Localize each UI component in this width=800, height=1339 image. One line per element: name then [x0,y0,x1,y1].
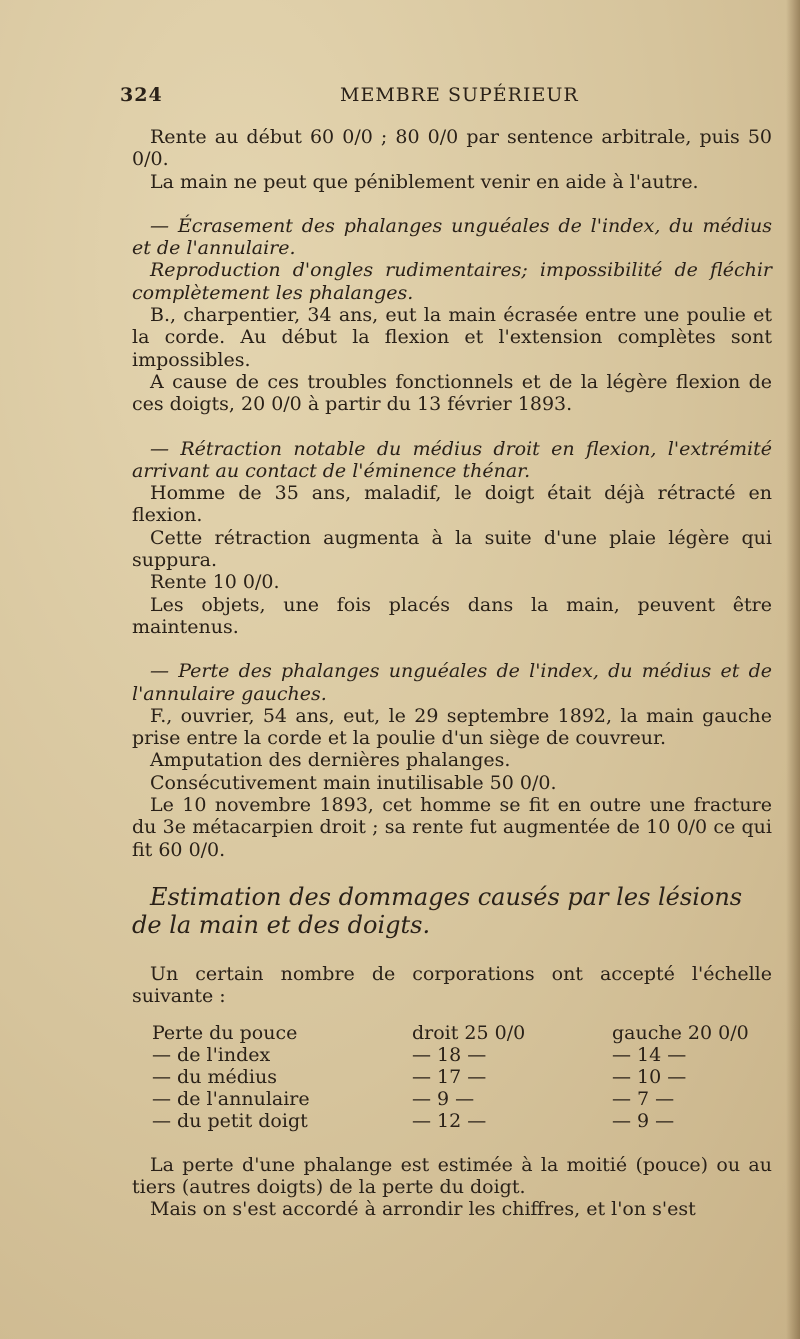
paragraph: B., charpentier, 34 ans, eut la main écrasée entre une poulie et la corde. Au début la flexion et l'extension complètes sont impossibles. [132,304,772,371]
table-cell-gauche: — 9 — [612,1109,675,1132]
table-cell-gauche: — 10 — [612,1065,687,1088]
section-title: Estimation des dommages causés par les lésions de la main et des doigts. [132,882,743,939]
case-heading: — Écrasement des phalanges unguéales de l'index, du médius et de l'annulaire. [132,214,772,260]
table-cell-label: — de l'annulaire [152,1087,310,1110]
table-cell-label: — du petit doigt [152,1109,308,1132]
table-cell-gauche: — 7 — [612,1087,675,1110]
paragraph: Amputation des dernières phalanges. [150,749,511,772]
table-cell-droit: droit 25 0/0 [412,1021,526,1044]
table-cell-droit: — 12 — [412,1109,487,1132]
paragraph: Rente au début 60 0/0 ; 80 0/0 par sentence arbitrale, puis 50 0/0. [132,126,772,171]
table-cell-label: — du médius [152,1065,277,1088]
table-row [152,1044,762,1066]
paragraph: Les objets, une fois placés dans la main, peuvent être maintenus. [132,593,772,638]
table-row [152,1022,762,1044]
case-heading: — Rétraction notable du médius droit en flexion, l'extrémité arrivant au contact de l'éminence thénar. [132,437,772,482]
table-cell-label: Perte du pouce [152,1021,298,1044]
table-cell-gauche: gauche 20 0/0 [612,1021,749,1044]
paragraph: Cette rétraction augmenta à la suite d'une plaie légère qui suppura. [132,526,772,572]
case-subheading: Reproduction d'ongles rudimentaires; impossibilité de fléchir complètement les phalanges. [132,259,772,304]
paragraph: Le 10 novembre 1893, cet homme se fit en outre une fracture du 3e métacarpien droit ; sa rente fut augmentée de 10 0/0 ce qui fit 60 0/0. [132,794,772,861]
case-heading: — Perte des phalanges unguéales de l'index, du médius et de l'annulaire gauches. [132,660,772,705]
paragraph: Consécutivement main inutilisable 50 0/0. [150,771,557,794]
table-row [152,1088,762,1110]
table-cell-label: — de l'index [152,1043,271,1066]
table-row [152,1110,762,1132]
table-cell-droit: — 18 — [412,1043,487,1066]
paragraph: Mais on s'est accordé à arrondir les chiffres, et l'on s'est [150,1198,696,1221]
paragraph: Un certain nombre de corporations ont accepté l'échelle suivante : [132,962,772,1008]
table-cell-droit: — 17 — [412,1065,487,1088]
damage-scale-table [152,1022,762,1132]
page-number: 324 [120,84,163,106]
paragraph: La main ne peut que péniblement venir en aide à l'autre. [150,170,699,193]
page-header [120,84,780,114]
page-body [132,126,772,1220]
table-cell-droit: — 9 — [412,1087,475,1110]
running-title: MEMBRE SUPÉRIEUR [340,84,579,106]
paragraph: Homme de 35 ans, maladif, le doigt était déjà rétracté en flexion. [132,482,772,527]
page-edge-shadow [786,0,800,1339]
paragraph: Rente 10 0/0. [150,571,280,594]
table-cell-gauche: — 14 — [612,1043,687,1066]
paragraph: F., ouvrier, 54 ans, eut, le 29 septembre 1892, la main gauche prise entre la corde et la poulie d'un siège de couvreur. [132,704,772,750]
paragraph: La perte d'une phalange est estimée à la moitié (pouce) ou au tiers (autres doigts) de la perte du doigt. [132,1153,772,1198]
table-row [152,1066,762,1088]
paragraph: A cause de ces troubles fonctionnels et de la légère flexion de ces doigts, 20 0/0 à partir du 13 février 1893. [132,370,772,416]
